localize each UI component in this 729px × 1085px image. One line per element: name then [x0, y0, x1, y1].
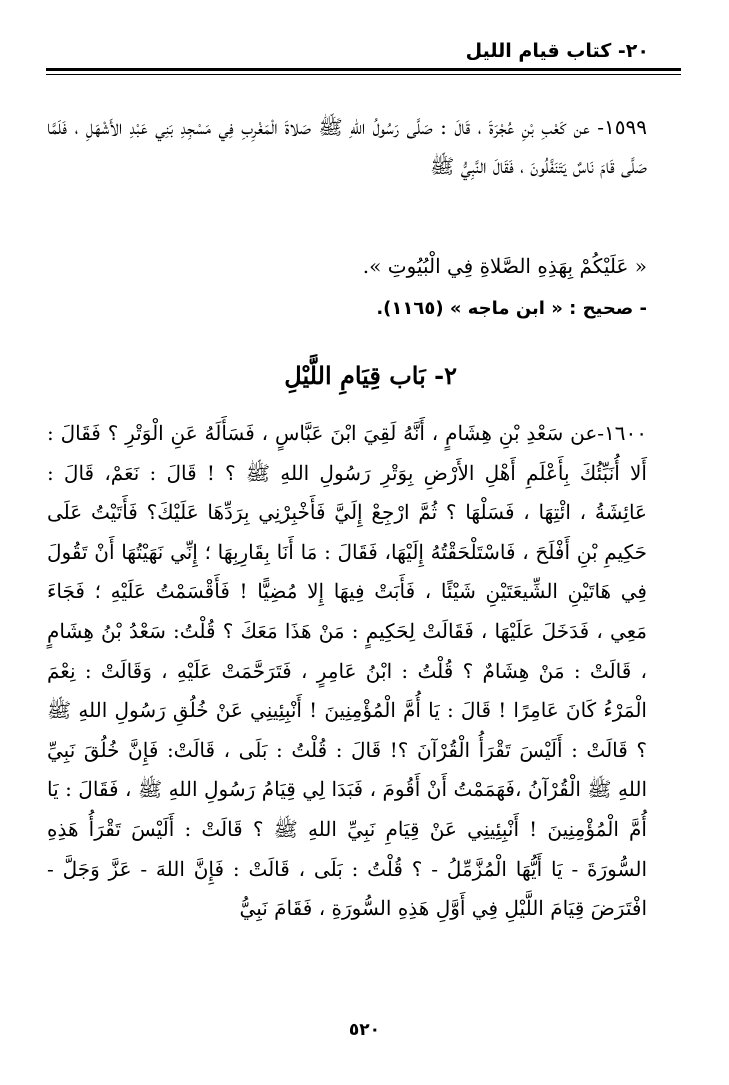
header-rule-thick: [46, 68, 681, 71]
chapter-heading: ٢- بَاب قِيَامِ اللَّيْلِ: [284, 361, 457, 390]
hadith-1599-quote: « عَلَيْكُمْ بِهَذِهِ الصَّلاةِ فِي الْبُيُوتِ ».: [362, 254, 647, 278]
hadith-1600-text: ١٦٠٠-عن سَعْدِ بْنِ هِشَامٍ ، أَنَّهُ لَقِيَ ابْنَ عَبَّاسٍ ، فَسَأَلَهُ عَنِ الْوَتْرِ ؟ فَقَالَ : أَلا أُنَبِّئُكَ بِأَعْلَمِ أَهْلِ الأَرْضِ بِوَتْرِ رَسُولِ اللهِ ﷺ ؟ ! قَالَ : نَعَمْ، قَالَ : عَائِشَةُ ، ائْتِهَا ، فَسَلْهَا ؟ ثُمَّ ارْجِعْ إِلَيَّ فَأَخْبِرْنِي بِرَدِّهَا عَلَيْكَ؟ فَأَتَيْتُ عَلَى حَكِيمِ بْنِ أَفْلَحَ ، فَاسْتَلْحَقْتُهُ إِلَيْهَا، فَقَالَ : مَا أَنَا بِقَارِبِهَا ؛ إِنِّي نَهَيْتُهَا أَنْ تَقُولَ فِي هَاتَيْنِ الشِّيعَتَيْنِ شَيْئًا ، فَأَبَتْ فِيهَا إِلا مُضِيًّا ! فَأَقْسَمْتُ عَلَيْهِ ؛ فَجَاءَ مَعِي ، فَدَخَلَ عَلَيْهَا ، فَقَالَتْ لِحَكِيمٍ : مَنْ هَذَا مَعَكَ ؟ قُلْتُ: سَعْدُ بْنُ هِشَامٍ ، قَالَتْ : مَنْ هِشَامٌ ؟ قُلْتُ : ابْنُ عَامِرٍ ، فَتَرَحَّمَتْ عَلَيْهِ ، وَقَالَتْ : نِعْمَ الْمَرْءُ كَانَ عَامِرًا ! قَالَ : يَا أُمَّ الْمُؤْمِنِينَ ! أَنْبِئِينِي عَنْ خُلُقِ رَسُولِ اللهِ ﷺ ؟ قَالَتْ : أَلَيْسَ تَقْرَأُ الْقُرْآنَ ؟! قَالَ : قُلْتُ : بَلَى ، قَالَتْ: فَإِنَّ خُلُقَ نَبِيِّ اللهِ ﷺ الْقُرْآنُ ،فَهَمَمْتُ أَنْ أَقُومَ ، فَبَدَا لِي قِيَامُ رَسُولِ اللهِ ﷺ ، فَقَالَ : يَا أُمَّ الْمُؤْمِنِينَ ! أَنْبِئِينِي عَنْ قِيَامِ نَبِيِّ اللهِ ﷺ ؟ قَالَتْ : أَلَيْسَ تَقْرَأُ هَذِهِ السُّورَةَ - يَا أَيُّهَا الْمُزَّمِّلُ - ؟ قُلْتُ : بَلَى ، قَالَتْ : فَإِنَّ اللهَ - عَزَّ وَجَلَّ - افْتَرَضَ قِيَامَ اللَّيْلِ فِي أَوَّلِ هَذِهِ السُّورَةِ ، فَقَامَ نَبِيُّ: [47, 421, 647, 921]
hadith-1599: [47, 108, 647, 186]
hadith-1599-text: ١٥٩٩- عن كَعْبِ بْنِ عُجْرَةَ ، قَالَ : صَلَّى رَسُولُ اللهِ ﷺ صَلاةَ الْمَغْرِبِ فِي مَسْجِدِ بَنِي عَبْدِ الأَشْهَلِ ، فَلَمَّا صَلَّى قَامَ نَاسٌ يَتَنَفَّلُونَ ، فَقَالَ النَّبِيُّ ﷺ: [47, 115, 647, 178]
hadith-1599-grading: - صحيح : « ابن ماجه » (١١٦٥).: [376, 298, 647, 319]
header-rule-thin: [46, 74, 681, 75]
page-number: ٥٢٠: [348, 1020, 381, 1040]
hadith-1600: [47, 414, 647, 929]
running-header-title: ٢٠- كتاب قيام الليل: [465, 40, 649, 62]
